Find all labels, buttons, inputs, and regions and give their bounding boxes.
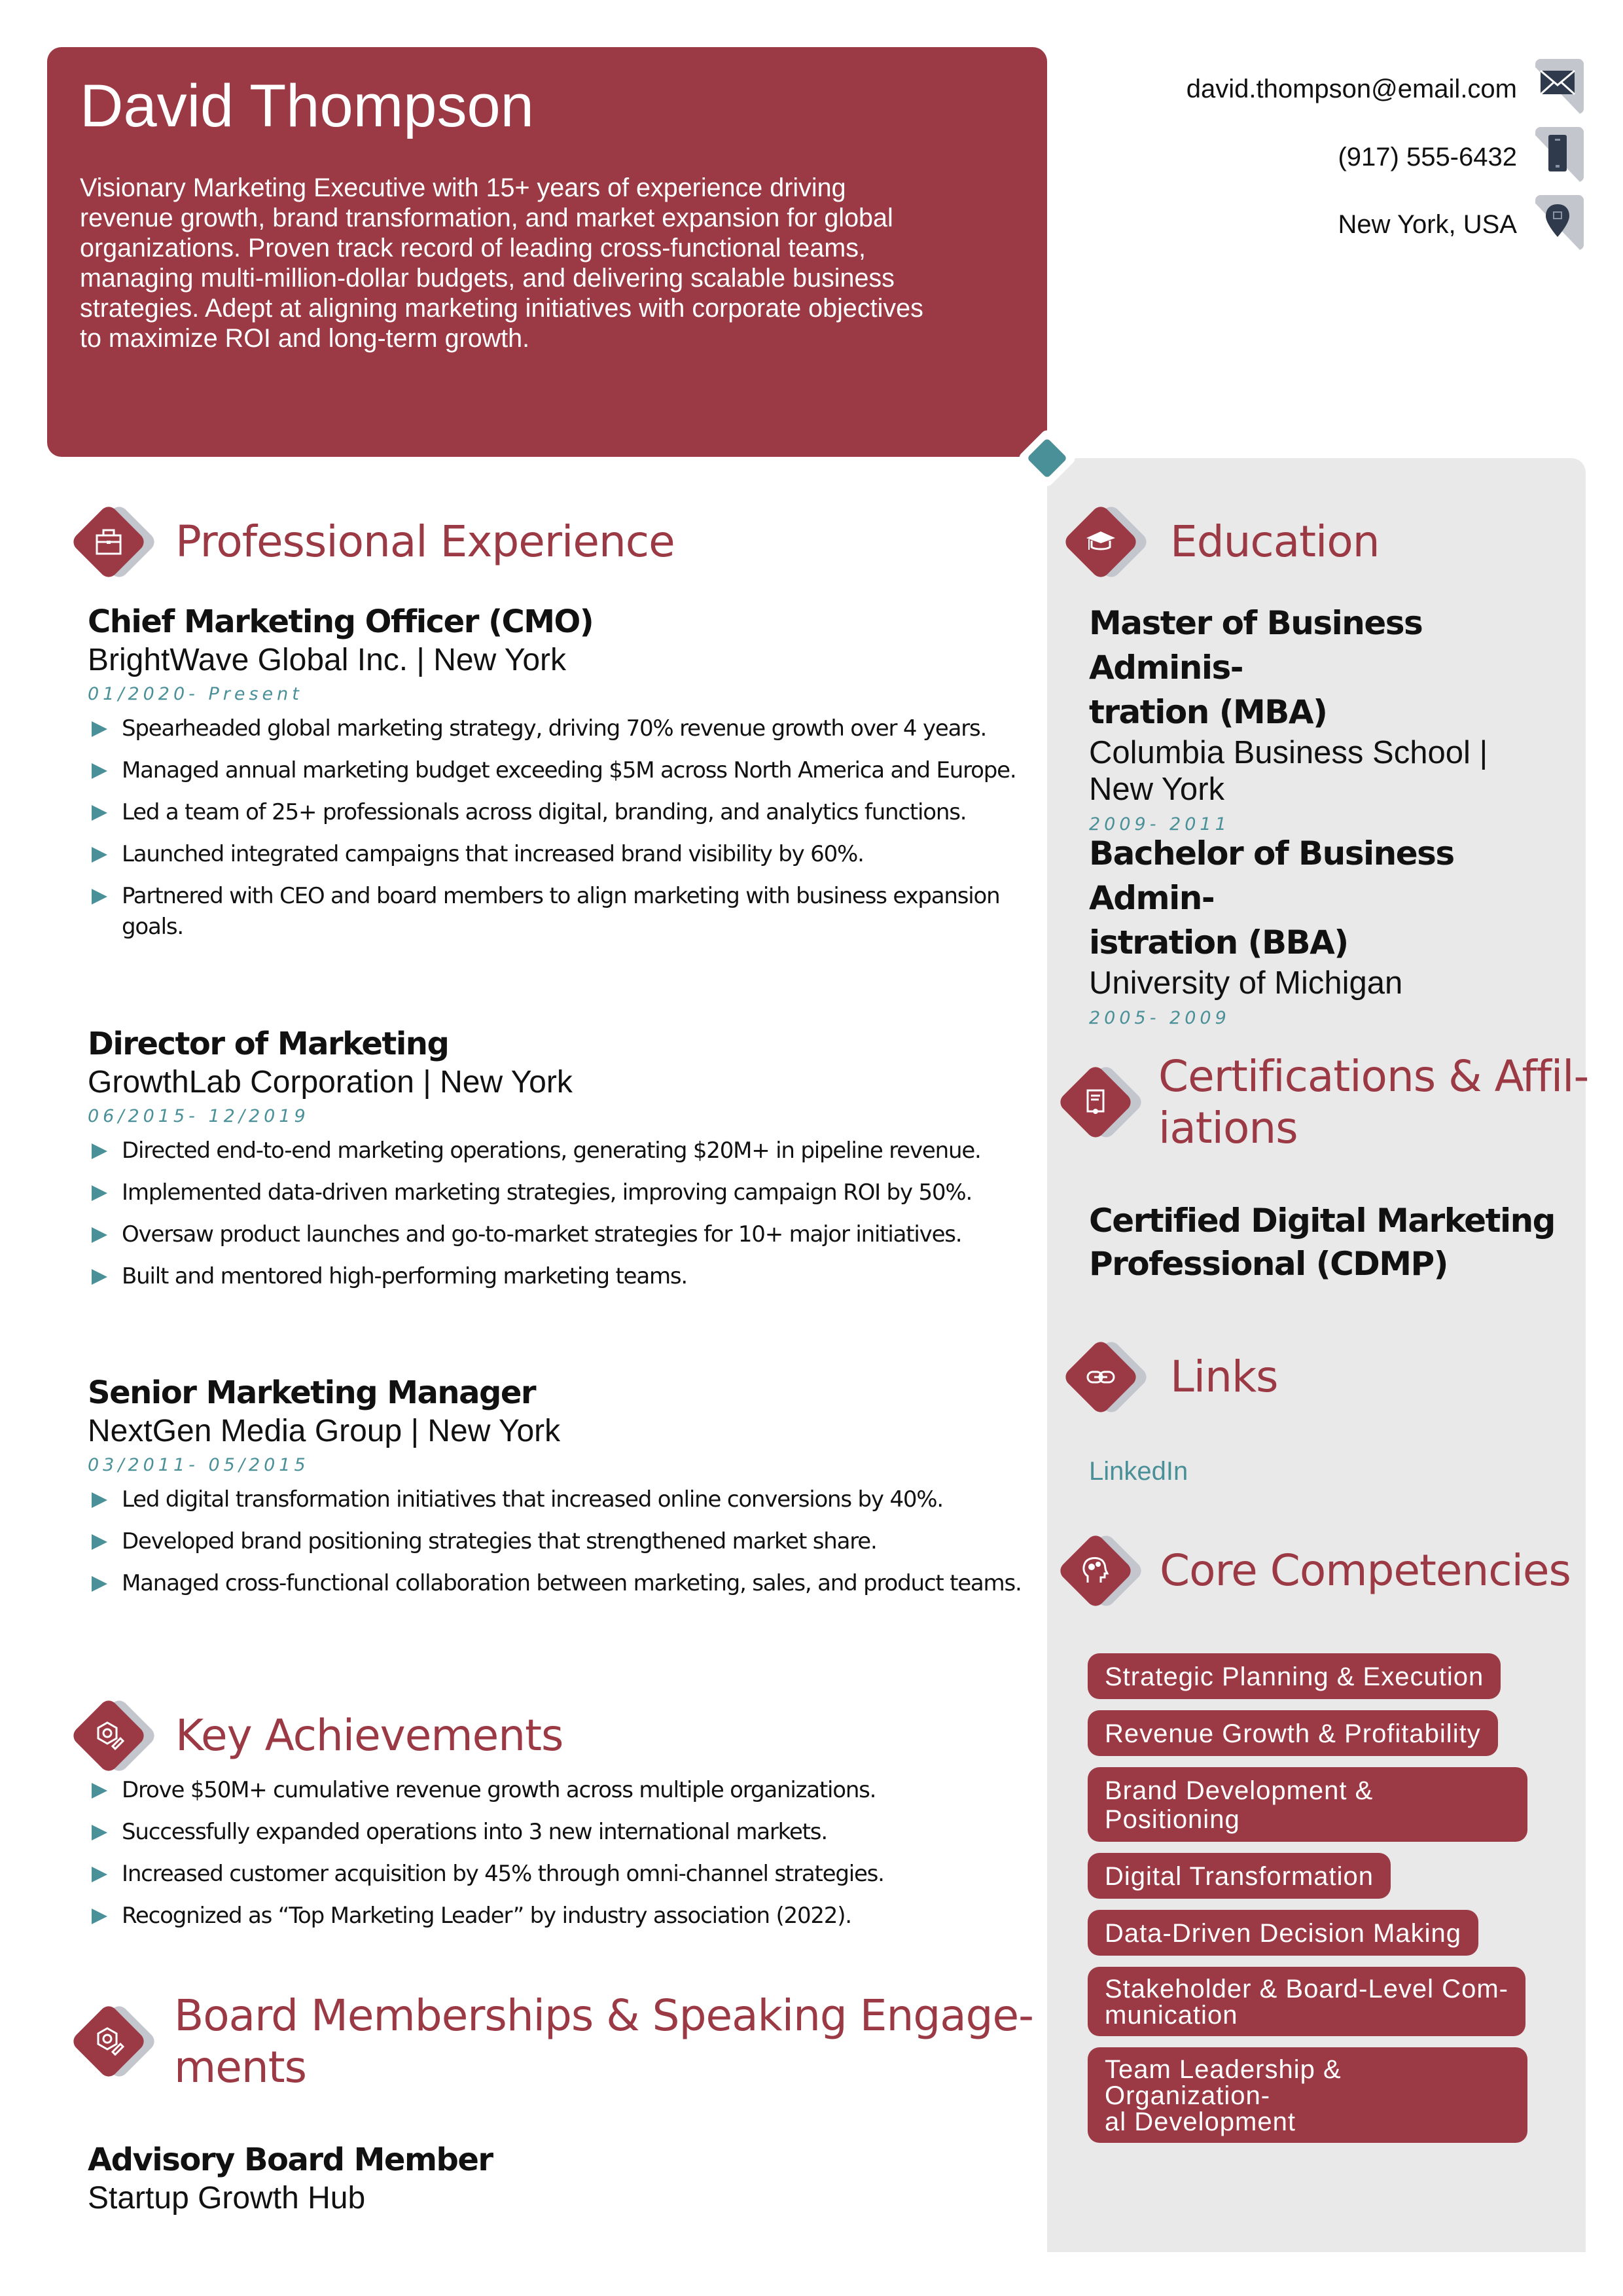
contact-location: New York, USA [1338, 210, 1517, 239]
competency-tag: Revenue Growth & Profitability [1088, 1710, 1498, 1756]
achievement-icon [72, 1696, 170, 1775]
board-org: Startup Growth Hub [88, 2180, 366, 2215]
job-company: NextGen Media Group | New York [88, 1413, 561, 1448]
bullet-item: Launched integrated campaigns that increased brand visibility by 60%. [88, 839, 1024, 870]
education-entry [1089, 831, 1573, 1029]
competency-tag: Brand Development & Positioning [1088, 1767, 1527, 1842]
degree: Master of Business Adminis- tration (MBA) [1089, 604, 1423, 731]
bullet-triangle-icon [92, 805, 107, 821]
contact-phone: (917) 555-6432 [1338, 143, 1517, 171]
education-dates: 2005- 2009 [1089, 1008, 1230, 1028]
section-title: Core Competencies [1160, 1545, 1571, 1596]
envelope-icon [1535, 59, 1581, 111]
profile-summary: Visionary Marketing Executive with 15+ years of experience driving revenue growth, brand transformation, and market expansion for global organizations. Proven track record of leading cross-functional teams, managing multi-million-dollar budgets, and delivering scalable business strategies. Adept at aligning marketing initiatives with corporate objectives to maximize ROI and long-term growth. [80, 173, 923, 353]
bullet-item: Led digital transformation initiatives that increased online conversions by 40%. [88, 1484, 1024, 1515]
bullet-triangle-icon [92, 1143, 107, 1159]
bullet-triangle-icon [92, 1227, 107, 1243]
section-title: Key Achievements [175, 1710, 563, 1761]
job-entry [88, 1374, 1024, 1610]
board-role: Advisory Board Member [88, 2142, 493, 2178]
competency-tag: Strategic Planning & Execution [1088, 1653, 1501, 1699]
bullet-item: Directed end-to-end marketing operations, generating $20M+ in pipeline revenue. [88, 1136, 1024, 1166]
competency-tag: Data-Driven Decision Making [1088, 1910, 1478, 1956]
section-links [1064, 1338, 1278, 1416]
job-bullets [88, 1484, 1024, 1599]
job-entry [88, 1026, 1024, 1303]
bullet-item: Implemented data-driven marketing strategies, improving campaign ROI by 50%. [88, 1177, 1024, 1208]
bullet-item: Spearheaded global marketing strategy, driving 70% revenue growth over 4 years. [88, 713, 1024, 744]
head-gears-icon [1059, 1532, 1157, 1610]
competency-tag: Digital Transformation [1088, 1853, 1391, 1899]
job-title: Senior Marketing Manager [88, 1374, 536, 1411]
section-key-achievements [72, 1696, 563, 1775]
graduation-cap-icon [1064, 503, 1162, 581]
competency-tag: Team Leadership & Organization- al Development [1088, 2047, 1527, 2143]
bullet-triangle-icon [92, 763, 107, 779]
location-pin-icon [1535, 195, 1581, 247]
bullet-triangle-icon [92, 1576, 107, 1592]
bullet-item: Oversaw product launches and go-to-market strategies for 10+ major initiatives. [88, 1219, 1024, 1250]
bullet-item: Built and mentored high-performing marketing teams. [88, 1261, 1024, 1292]
bullet-triangle-icon [92, 1867, 107, 1882]
link-icon [1064, 1338, 1162, 1416]
competency-tag: Stakeholder & Board-Level Com- munication [1088, 1967, 1525, 2036]
school: University of Michigan [1089, 965, 1403, 1001]
job-title: Director of Marketing [88, 1026, 449, 1062]
job-company: BrightWave Global Inc. | New York [88, 642, 567, 677]
bullet-item: Increased customer acquisition by 45% through omni-channel strategies. [88, 1859, 1024, 1890]
bullet-triangle-icon [92, 1909, 107, 1924]
section-title: Professional Experience [175, 516, 675, 567]
candidate-name: David Thompson [80, 73, 534, 139]
bullet-item: Successfully expanded operations into 3 new international markets. [88, 1817, 1024, 1848]
job-dates: 01/2020- Present [88, 684, 303, 705]
job-entry [88, 603, 1024, 954]
job-title: Chief Marketing Officer (CMO) [88, 603, 594, 640]
school: Columbia Business School | New York [1089, 735, 1488, 807]
bullet-triangle-icon [92, 1185, 107, 1201]
job-dates: 06/2015- 12/2019 [88, 1106, 310, 1127]
bullet-item: Managed cross-functional collaboration between marketing, sales, and product teams. [88, 1568, 1024, 1599]
section-certifications [1059, 1050, 1588, 1154]
linkedin-link[interactable]: LinkedIn [1089, 1457, 1188, 1486]
achievement-icon [72, 2002, 170, 2081]
contact-email[interactable]: david.thompson@email.com [1186, 75, 1517, 103]
section-core-competencies [1059, 1532, 1571, 1610]
section-title: Board Memberships & Speaking Engage- ments [174, 1990, 1033, 2093]
bullet-triangle-icon [92, 1825, 107, 1840]
section-board-memberships [72, 1990, 1033, 2093]
job-bullets [88, 713, 1024, 942]
phone-icon [1535, 127, 1581, 179]
education-dates: 2009- 2011 [1089, 814, 1230, 834]
board-entry [88, 2142, 493, 2217]
bullet-item: Led a team of 25+ professionals across digital, branding, and analytics functions. [88, 797, 1024, 828]
section-title: Certifications & Affil- iations [1158, 1051, 1589, 1154]
job-dates: 03/2011- 05/2015 [88, 1455, 310, 1476]
certification-item: Certified Digital Marketing Professional (CDMP) [1089, 1202, 1555, 1283]
bullet-triangle-icon [92, 889, 107, 905]
bullet-item: Developed brand positioning strategies that strengthened market share. [88, 1526, 1024, 1557]
job-company: GrowthLab Corporation | New York [88, 1064, 573, 1100]
bullet-triangle-icon [92, 1783, 107, 1799]
section-title: Links [1170, 1352, 1278, 1403]
certificate-icon [1059, 1063, 1157, 1141]
job-bullets [88, 1136, 1024, 1292]
achievement-bullets [88, 1775, 1024, 1943]
bullet-item: Recognized as “Top Marketing Leader” by industry association (2022). [88, 1901, 1024, 1931]
bullet-item: Managed annual marketing budget exceeding $5M across North America and Europe. [88, 755, 1024, 786]
bullet-item: Drove $50M+ cumulative revenue growth across multiple organizations. [88, 1775, 1024, 1806]
bullet-triangle-icon [92, 847, 107, 863]
bullet-triangle-icon [92, 721, 107, 737]
competency-list [1088, 1653, 1572, 2154]
education-entry [1089, 601, 1573, 835]
section-education [1064, 503, 1380, 581]
briefcase-icon [72, 503, 170, 581]
bullet-triangle-icon [92, 1269, 107, 1285]
section-professional-experience [72, 503, 675, 581]
bullet-triangle-icon [92, 1534, 107, 1550]
degree: Bachelor of Business Admin- istration (BBA) [1089, 834, 1454, 961]
bullet-item: Partnered with CEO and board members to align marketing with business expansion goals. [88, 881, 1024, 942]
section-title: Education [1170, 516, 1380, 567]
bullet-triangle-icon [92, 1492, 107, 1508]
